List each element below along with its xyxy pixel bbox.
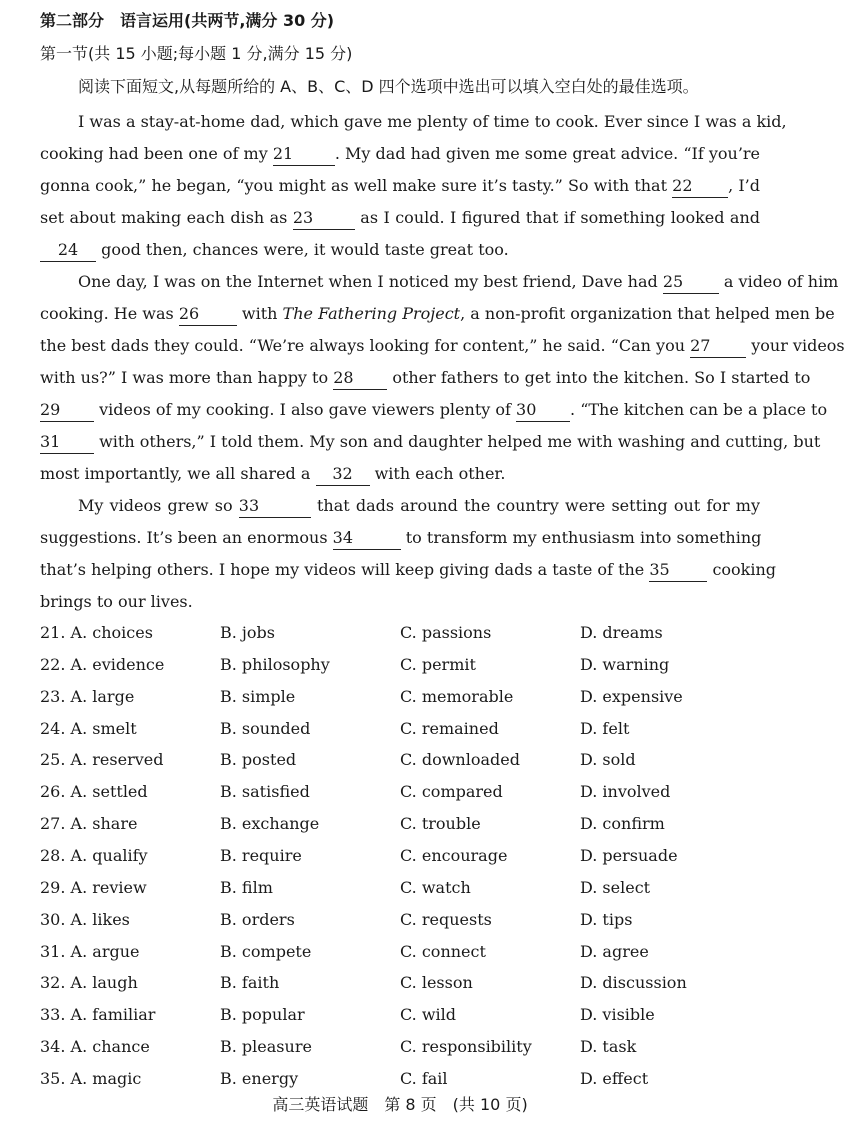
option-d: D. expensive <box>580 686 683 706</box>
passage-line: that’s helping others. I hope my videos will keep giving dads a taste of the 35 cooking <box>40 554 760 586</box>
option-b: B. compete <box>220 941 312 961</box>
option-a: 35. A. magic <box>40 1068 142 1088</box>
option-b: B. jobs <box>220 623 275 642</box>
question-number: 35. <box>40 1068 66 1088</box>
blank-30: 30 <box>516 399 570 422</box>
question-number: 21. <box>40 623 66 642</box>
option-a: 32. A. laugh <box>40 973 138 993</box>
option-c: C. requests <box>400 909 492 929</box>
option-b: B. film <box>220 877 273 897</box>
question-row <box>40 999 760 1031</box>
option-b: B. exchange <box>220 814 320 834</box>
option-a: 25. A. reserved <box>40 750 164 770</box>
question-number: 31. <box>40 941 66 961</box>
option-d: D. discussion <box>580 973 687 993</box>
option-a: 30. A. likes <box>40 909 130 929</box>
option-a: 28. A. qualify <box>40 845 148 865</box>
section-title: 第一节(共 15 小题;每小题 1 分,满分 15 分) <box>40 44 353 63</box>
option-a: 21. A. choices <box>40 623 153 642</box>
option-d: D. sold <box>580 750 636 770</box>
question-number: 25. <box>40 750 66 770</box>
passage-line: with us?” I was more than happy to 28 other fathers to get into the kitchen. So I started to <box>40 362 760 394</box>
organization-name: The Fathering Project <box>282 304 461 323</box>
page-footer: 高三英语试题 第 8 页 (共 10 页) <box>272 1095 528 1114</box>
option-b: B. pleasure <box>220 1037 312 1057</box>
option-c: C. connect <box>400 941 486 961</box>
question-row <box>40 840 760 872</box>
passage-line: I was a stay-at-home dad, which gave me plenty of time to cook. Ever since I was a kid, <box>78 112 787 131</box>
passage-line: gonna cook,” he began, “you might as well make sure it’s tasty.” So with that 22 , I’d <box>40 170 760 202</box>
option-b: B. require <box>220 845 302 865</box>
option-a: 27. A. share <box>40 814 138 834</box>
option-a: 26. A. settled <box>40 782 148 802</box>
part-title: 第二部分 语言运用(共两节,满分 30 分) <box>40 11 335 30</box>
option-b: B. simple <box>220 686 296 706</box>
question-row <box>40 936 760 968</box>
question-row <box>40 808 760 840</box>
option-c: C. lesson <box>400 973 473 993</box>
passage-line: 31 with others,” I told them. My son and daughter helped me with washing and cutting, but <box>40 426 760 458</box>
passage-line: most importantly, we all shared a 32 with each other. <box>40 458 760 490</box>
question-row <box>40 904 760 936</box>
question-row <box>40 967 760 999</box>
passage-line: cooking had been one of my 21 . My dad had given me some great advice. “If you’re <box>40 138 760 170</box>
option-a: 34. A. chance <box>40 1037 150 1057</box>
option-b: B. satisfied <box>220 782 310 802</box>
blank-33: 33 <box>239 495 311 518</box>
question-row <box>40 744 760 776</box>
question-number: 32. <box>40 973 66 993</box>
blank-35: 35 <box>649 559 707 582</box>
option-d: D. involved <box>580 782 671 802</box>
blank-25: 25 <box>663 271 719 294</box>
option-b: B. faith <box>220 973 280 993</box>
option-a: 31. A. argue <box>40 941 140 961</box>
question-number: 34. <box>40 1037 66 1057</box>
option-d: D. effect <box>580 1068 649 1088</box>
question-number: 33. <box>40 1005 66 1025</box>
question-number: 29. <box>40 877 66 897</box>
option-a: 33. A. familiar <box>40 1005 156 1025</box>
option-d: D. warning <box>580 654 670 674</box>
passage-line: the best dads they could. “We’re always looking for content,” he said. “Can you 27 your videos <box>40 330 760 362</box>
option-c: C. compared <box>400 782 503 802</box>
option-c: C. wild <box>400 1005 457 1025</box>
blank-26: 26 <box>179 303 237 326</box>
blank-34: 34 <box>333 527 401 550</box>
blank-23: 23 <box>293 207 355 230</box>
option-c: C. responsibility <box>400 1037 532 1057</box>
option-d: D. task <box>580 1037 637 1057</box>
passage-line: My videos grew so 33 that dads around the country were setting out for my <box>78 490 760 522</box>
blank-22: 22 <box>672 175 728 198</box>
question-number: 24. <box>40 718 66 738</box>
option-c: C. trouble <box>400 814 481 834</box>
option-d: D. dreams <box>580 623 663 642</box>
question-row <box>40 681 760 713</box>
option-a: 24. A. smelt <box>40 718 137 738</box>
option-d: D. confirm <box>580 814 665 834</box>
option-b: B. philosophy <box>220 654 330 674</box>
passage-line: suggestions. It’s been an enormous 34 to transform my enthusiasm into something <box>40 522 760 554</box>
passage-line: set about making each dish as 23 as I could. I figured that if something looked and <box>40 202 760 234</box>
option-c: C. fail <box>400 1068 448 1088</box>
question-row <box>40 872 760 904</box>
question-row <box>40 649 760 681</box>
option-c: C. permit <box>400 654 476 674</box>
option-d: D. visible <box>580 1005 655 1025</box>
blank-21: 21 <box>273 143 335 166</box>
option-c: C. remained <box>400 718 499 738</box>
option-b: B. posted <box>220 750 297 770</box>
option-d: D. select <box>580 877 651 897</box>
blank-29: 29 <box>40 399 94 422</box>
passage-line: One day, I was on the Internet when I noticed my best friend, Dave had 25 a video of him <box>78 266 760 298</box>
question-row <box>40 713 760 745</box>
blank-24: 24 <box>40 239 96 262</box>
option-c: C. memorable <box>400 686 514 706</box>
question-row <box>40 776 760 808</box>
option-b: B. sounded <box>220 718 311 738</box>
option-a: 22. A. evidence <box>40 654 165 674</box>
option-c: C. watch <box>400 877 471 897</box>
option-d: D. felt <box>580 718 630 738</box>
option-c: C. passions <box>400 623 492 642</box>
question-number: 28. <box>40 845 66 865</box>
question-row <box>40 1063 760 1095</box>
question-number: 22. <box>40 654 66 674</box>
option-b: B. orders <box>220 909 295 929</box>
blank-28: 28 <box>333 367 387 390</box>
option-c: C. downloaded <box>400 750 520 770</box>
option-b: B. energy <box>220 1068 299 1088</box>
option-b: B. popular <box>220 1005 305 1025</box>
passage-line: brings to our lives. <box>40 592 193 611</box>
option-c: C. encourage <box>400 845 508 865</box>
question-row <box>40 1031 760 1063</box>
passage-line: 29 videos of my cooking. I also gave viewers plenty of 30 . “The kitchen can be a place to <box>40 394 760 426</box>
instruction: 阅读下面短文,从每题所给的 A、B、C、D 四个选项中选出可以填入空白处的最佳选项。 <box>78 77 699 96</box>
option-a: 23. A. large <box>40 686 135 706</box>
question-number: 27. <box>40 814 66 834</box>
question-number: 26. <box>40 782 66 802</box>
blank-32: 32 <box>316 463 370 486</box>
option-d: D. persuade <box>580 845 678 865</box>
blank-31: 31 <box>40 431 94 454</box>
option-a: 29. A. review <box>40 877 147 897</box>
passage-line: 24 good then, chances were, it would taste great too. <box>40 234 760 266</box>
question-number: 23. <box>40 686 66 706</box>
blank-27: 27 <box>690 335 746 358</box>
question-row <box>40 617 760 649</box>
option-d: D. agree <box>580 941 649 961</box>
question-number: 30. <box>40 909 66 929</box>
passage-line: cooking. He was 26 with The Fathering Project, a non-profit organization that helped men be <box>40 298 760 330</box>
option-d: D. tips <box>580 909 633 929</box>
